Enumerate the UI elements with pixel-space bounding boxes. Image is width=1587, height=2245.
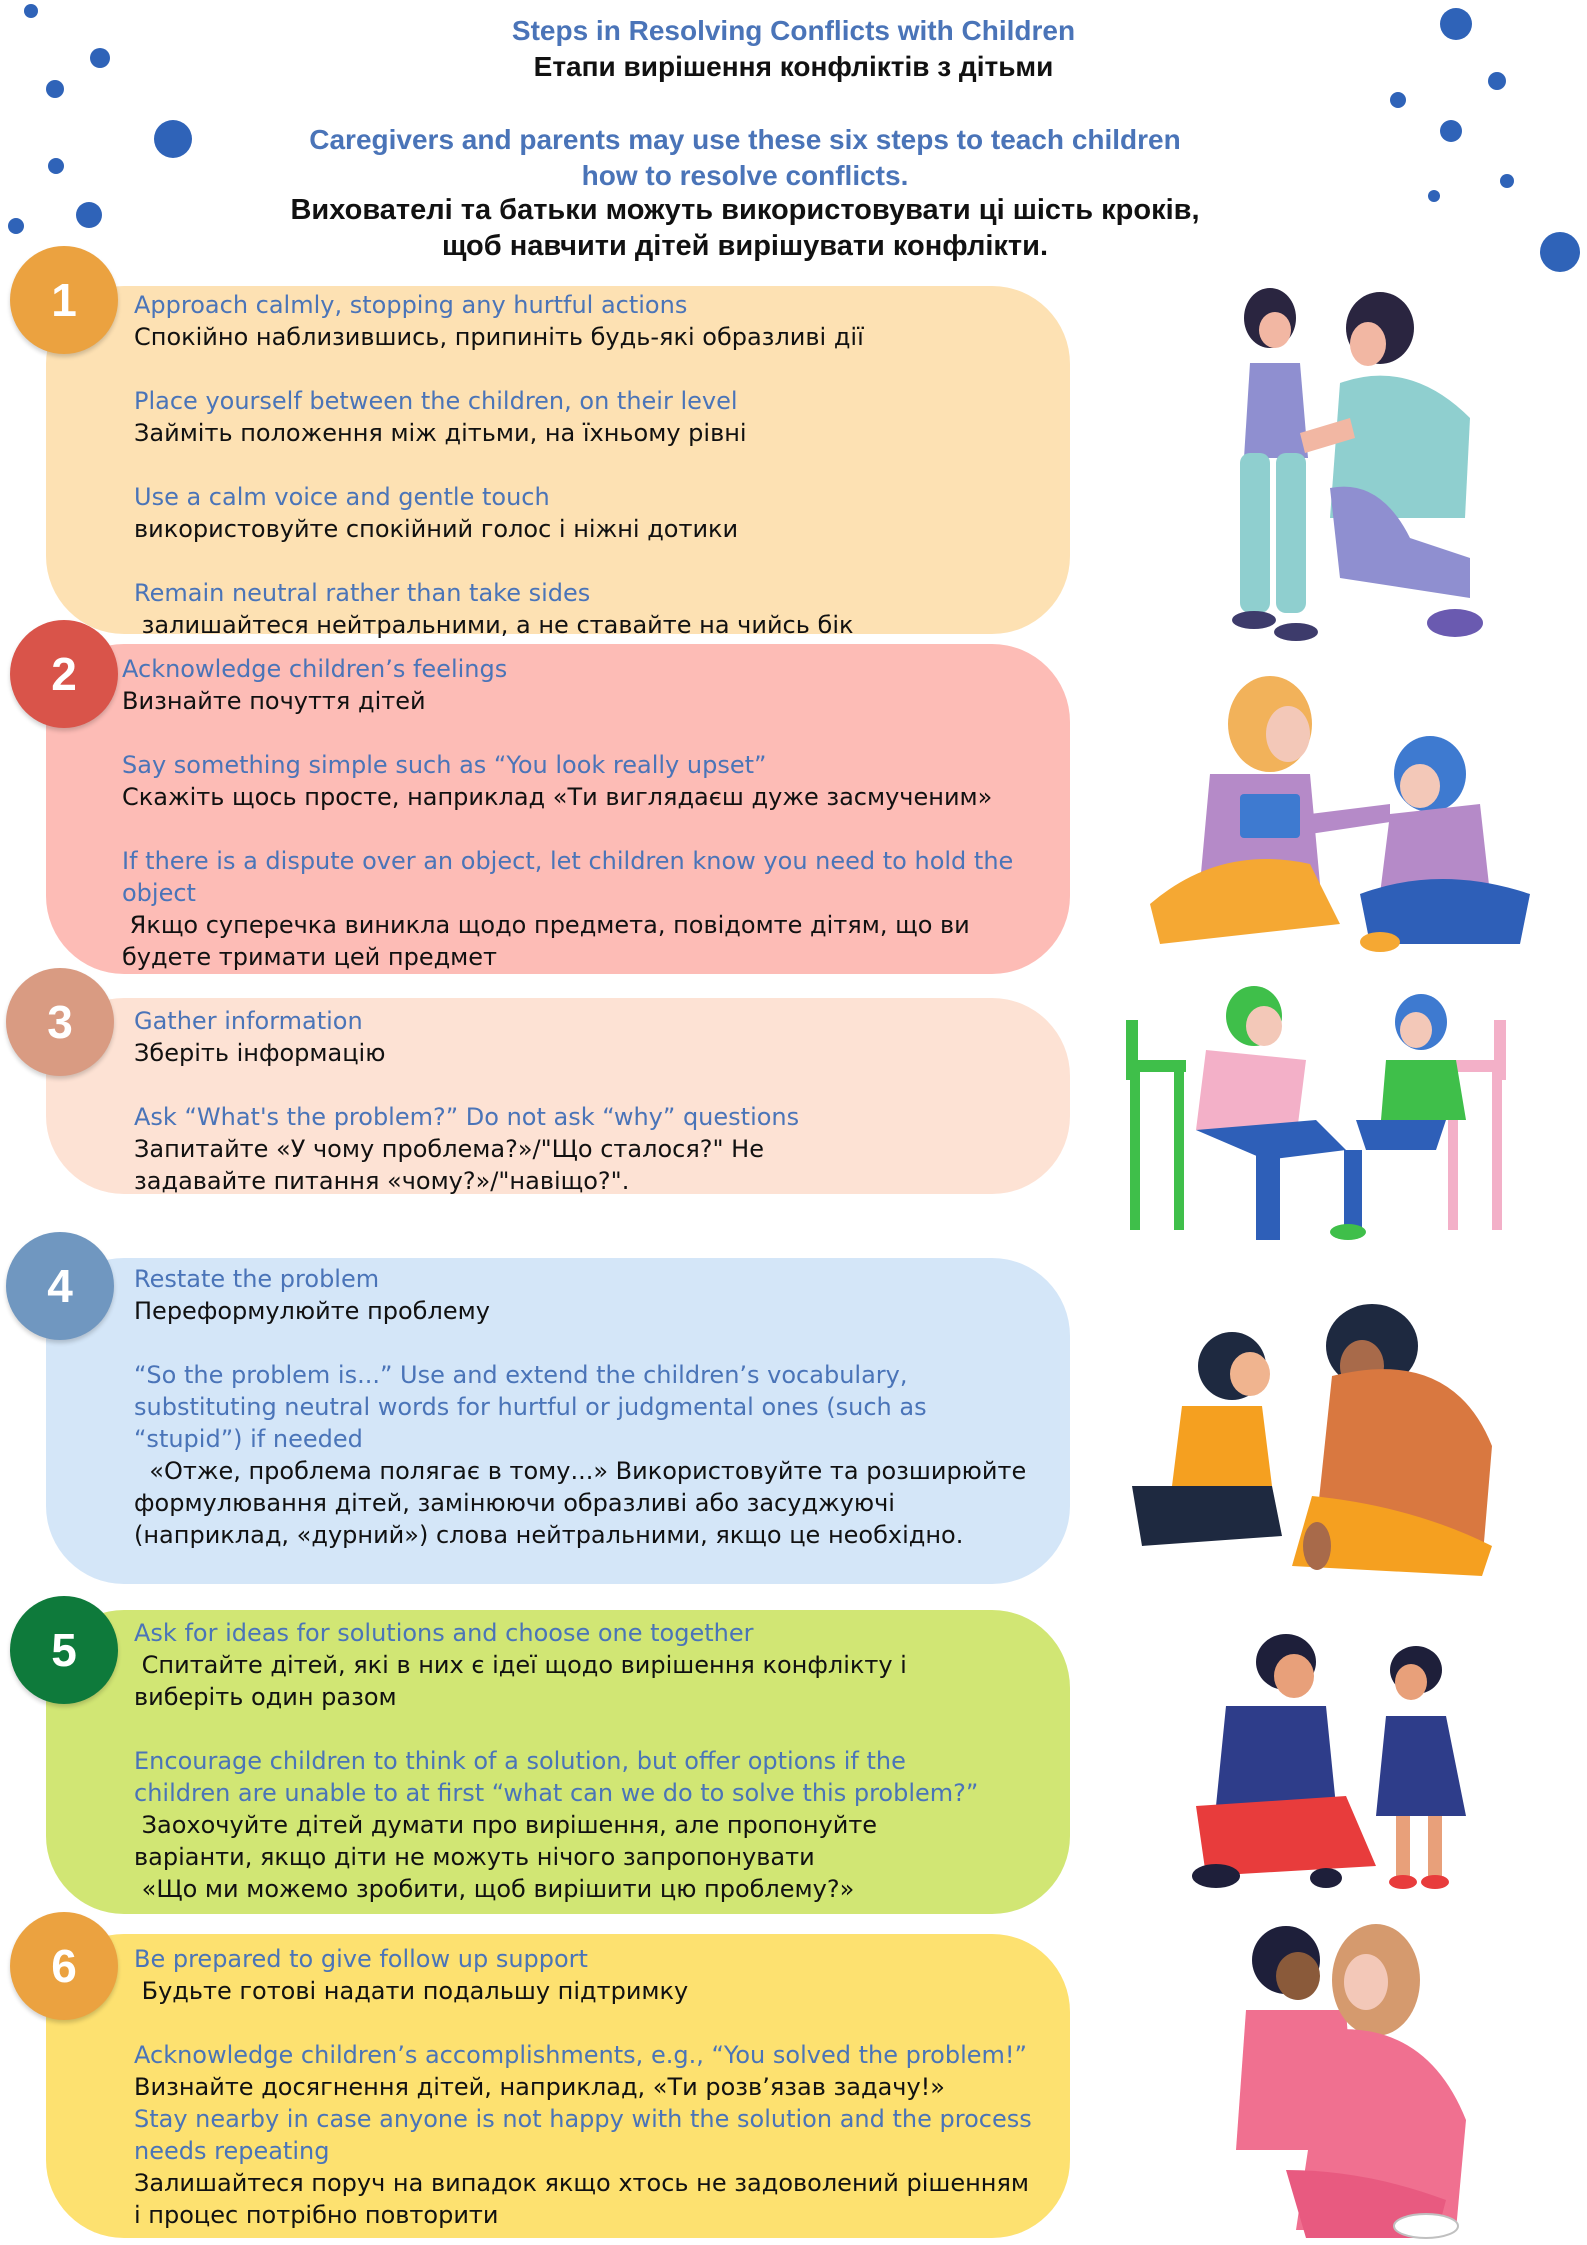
step-5-text <box>134 1617 994 1905</box>
page-title-english: Steps in Resolving Conflicts with Children <box>511 15 1076 46</box>
decorative-dot <box>76 202 102 228</box>
page-title-ukrainian: Етапи вирішення конфліктів з дітьми <box>533 51 1054 82</box>
step-2-number-badge: 2 <box>10 620 118 728</box>
step-1-item-3-en: Use a calm voice and gentle touch <box>134 483 550 511</box>
step-5-item-2-en: Encourage children to think of a solution, but offer options if the children are unable to at first “what can we do to solve this problem?” <box>134 1747 979 1807</box>
step-4-item-1-en: Restate the problem <box>134 1265 380 1293</box>
decorative-dot <box>154 120 192 158</box>
step-1-item-2-en: Place yourself between the children, on their level <box>134 387 738 415</box>
adult-and-child-on-chairs-illustration <box>1116 980 1536 1250</box>
father-holding-hands-with-daughter-illustration <box>1176 1626 1506 1906</box>
woman-talking-to-girl-on-floor-illustration <box>1112 1296 1542 1576</box>
step-6-number-badge: 6 <box>10 1912 118 2020</box>
step-4-item-2-uk: «Отже, проблема полягає в тому...» Використовуйте та розширюйте формулювання дітей, замінюючи образливі або засуджуючі (наприклад, «дурний») слова нейтральними, якщо це необхідно. <box>134 1457 1034 1549</box>
step-3-text <box>134 1005 834 1197</box>
step-2-text <box>122 653 1062 973</box>
comforting-upset-child-illustration <box>1140 674 1540 954</box>
step-5-item-1-en: Ask for ideas for solutions and choose one together <box>134 1619 754 1647</box>
step-4-item-1-uk: Переформулюйте проблему <box>134 1297 490 1325</box>
step-3-number-badge: 3 <box>6 968 114 1076</box>
step-6-text <box>134 1943 1034 2231</box>
intro-text-english: Caregivers and parents may use these six steps to teach children how to resolve conflicts. <box>309 124 1181 191</box>
step-1-item-4-uk: залишайтеся нейтральними, а не ставайте на чийсь бік <box>134 611 854 639</box>
step-2-item-1-uk: Визнайте почуття дітей <box>122 687 426 715</box>
step-2-item-2-uk: Скажіть щось просте, наприклад «Ти виглядаєш дуже засмученим» <box>122 783 993 811</box>
step-3-item-2-uk: Запитайте «У чому проблема?»/"Що сталося?" Не задавайте питання «чому?»/"навіщо?". <box>134 1135 764 1195</box>
step-2-item-1-en: Acknowledge children’s feelings <box>122 655 508 683</box>
decorative-dot <box>8 218 24 234</box>
step-6-item-2-en: Acknowledge children’s accomplishments, e.g., “You solved the problem!” <box>134 2041 1027 2069</box>
caregiver-kneeling-with-girl-illustration <box>1180 288 1500 648</box>
decorative-dot <box>1540 232 1580 272</box>
step-1-item-2-uk: Займіть положення між дітьми, на їхньому рівні <box>134 419 747 447</box>
step-3-item-2-en: Ask “What's the problem?” Do not ask “why” questions <box>134 1103 800 1131</box>
step-6-item-1-uk: Будьте готові надати подальшу підтримку <box>134 1977 689 2005</box>
decorative-dot <box>1428 190 1440 202</box>
decorative-dot <box>1440 120 1462 142</box>
step-1-number-badge: 1 <box>10 246 118 354</box>
step-2-item-3-uk: Якщо суперечка виникла щодо предмета, повідомте дітям, що ви будете тримати цей предмет <box>122 911 978 971</box>
step-4-item-2-en: “So the problem is...” Use and extend the children’s vocabulary, substituting neutral words for hurtful or judgmental ones (such as “stupid”) if needed <box>134 1361 927 1453</box>
step-4-number-badge: 4 <box>6 1232 114 1340</box>
step-6-item-3-en: Stay nearby in case anyone is not happy with the solution and the process needs repeating <box>134 2105 1032 2165</box>
step-6-item-3-uk: Залишайтеся поруч на випадок якщо хтось не задоволений рішенням і процес потрібно повторити <box>134 2169 1030 2229</box>
decorative-dot <box>1390 92 1406 108</box>
step-4-text <box>134 1263 1034 1551</box>
intro-text-ukrainian: Вихователі та батьки можуть використовувати ці шість кроків, щоб навчити дітей вирішувати конфлікти. <box>290 194 1200 262</box>
step-1-item-3-uk: використовуйте спокійний голос і ніжні дотики <box>134 515 739 543</box>
step-5-item-1-uk: Спитайте дітей, які в них є ідеї щодо вирішення конфлікту і виберіть один разом <box>134 1651 915 1711</box>
step-5-item-2-uk: Заохочуйте дітей думати про вирішення, але пропонуйте варіанти, якщо діти не можуть нічого запропонувати «Що ми можемо зробити, щоб вирішити цю проблему?» <box>134 1811 878 1903</box>
step-3-item-1-en: Gather information <box>134 1007 363 1035</box>
step-1-item-1-en: Approach calmly, stopping any hurtful actions <box>134 291 688 319</box>
decorative-dot <box>48 158 64 174</box>
step-5-number-badge: 5 <box>10 1596 118 1704</box>
step-1-item-1-uk: Спокійно наблизившись, припиніть будь-які образливі дії <box>134 323 864 351</box>
woman-hugging-child-illustration <box>1226 1920 1486 2240</box>
step-1-text <box>134 289 1054 641</box>
step-6-item-2-uk: Визнайте досягнення дітей, наприклад, «Ти розв’язав задачу!» <box>134 2073 945 2101</box>
decorative-dot <box>1500 174 1514 188</box>
step-3-item-1-uk: Зберіть інформацію <box>134 1039 386 1067</box>
step-1-item-4-en: Remain neutral rather than take sides <box>134 579 591 607</box>
step-2-item-2-en: Say something simple such as “You look really upset” <box>122 751 767 779</box>
step-2-item-3-en: If there is a dispute over an object, let children know you need to hold the object <box>122 847 1014 907</box>
step-6-item-1-en: Be prepared to give follow up support <box>134 1945 588 1973</box>
